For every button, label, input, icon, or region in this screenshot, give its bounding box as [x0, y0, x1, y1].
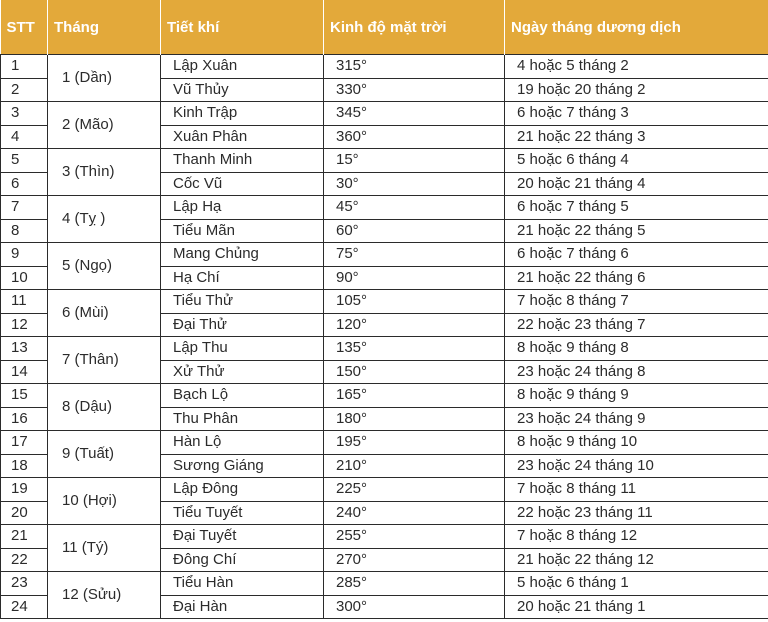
sun-longitude-cell: 225° [324, 478, 505, 502]
gregorian-date-cell: 20 hoặc 21 tháng 4 [505, 172, 768, 196]
sun-longitude-cell: 285° [324, 572, 505, 596]
gregorian-date-cell: 23 hoặc 24 tháng 10 [505, 454, 768, 478]
gregorian-date-cell: 19 hoặc 20 tháng 2 [505, 78, 768, 102]
solar-term-cell: Lập Hạ [161, 196, 324, 220]
table-row [1, 337, 768, 361]
row-number: 22 [1, 548, 48, 572]
table-row [1, 243, 768, 267]
gregorian-date-cell: 6 hoặc 7 tháng 6 [505, 243, 768, 267]
gregorian-date-cell: 7 hoặc 8 tháng 7 [505, 290, 768, 314]
row-number: 6 [1, 172, 48, 196]
gregorian-date-cell: 6 hoặc 7 tháng 3 [505, 102, 768, 126]
header-sun-longitude: Kinh độ mặt trời [324, 0, 505, 55]
row-number: 11 [1, 290, 48, 314]
row-number: 3 [1, 102, 48, 126]
sun-longitude-cell: 330° [324, 78, 505, 102]
row-number: 20 [1, 501, 48, 525]
row-number: 9 [1, 243, 48, 267]
sun-longitude-cell: 15° [324, 149, 505, 173]
row-number: 13 [1, 337, 48, 361]
sun-longitude-cell: 90° [324, 266, 505, 290]
row-number: 18 [1, 454, 48, 478]
month-cell: 7 (Thân) [48, 337, 161, 384]
month-cell: 1 (Dần) [48, 55, 161, 102]
gregorian-date-cell: 5 hoặc 6 tháng 1 [505, 572, 768, 596]
sun-longitude-cell: 180° [324, 407, 505, 431]
table-row [1, 149, 768, 173]
gregorian-date-cell: 7 hoặc 8 tháng 11 [505, 478, 768, 502]
row-number: 1 [1, 55, 48, 79]
month-cell: 4 (Tỵ ) [48, 196, 161, 243]
sun-longitude-cell: 75° [324, 243, 505, 267]
gregorian-date-cell: 21 hoặc 22 tháng 12 [505, 548, 768, 572]
sun-longitude-cell: 150° [324, 360, 505, 384]
solar-term-cell: Mang Chủng [161, 243, 324, 267]
solar-term-cell: Xử Thử [161, 360, 324, 384]
solar-term-cell: Tiểu Mãn [161, 219, 324, 243]
solar-term-cell: Đại Tuyết [161, 525, 324, 549]
solar-term-cell: Đại Hàn [161, 595, 324, 619]
solar-term-cell: Tiểu Thử [161, 290, 324, 314]
month-cell: 9 (Tuất) [48, 431, 161, 478]
solar-term-cell: Vũ Thủy [161, 78, 324, 102]
sun-longitude-cell: 255° [324, 525, 505, 549]
gregorian-date-cell: 5 hoặc 6 tháng 4 [505, 149, 768, 173]
table-row [1, 196, 768, 220]
gregorian-date-cell: 6 hoặc 7 tháng 5 [505, 196, 768, 220]
gregorian-date-cell: 20 hoặc 21 tháng 1 [505, 595, 768, 619]
row-number: 10 [1, 266, 48, 290]
table-row [1, 102, 768, 126]
header-row [1, 0, 768, 55]
sun-longitude-cell: 270° [324, 548, 505, 572]
table-row [1, 525, 768, 549]
row-number: 17 [1, 431, 48, 455]
row-number: 2 [1, 78, 48, 102]
gregorian-date-cell: 21 hoặc 22 tháng 5 [505, 219, 768, 243]
row-number: 24 [1, 595, 48, 619]
row-number: 16 [1, 407, 48, 431]
month-cell: 2 (Mão) [48, 102, 161, 149]
row-number: 12 [1, 313, 48, 337]
solar-term-cell: Tiểu Tuyết [161, 501, 324, 525]
row-number: 5 [1, 149, 48, 173]
gregorian-date-cell: 8 hoặc 9 tháng 10 [505, 431, 768, 455]
solar-term-cell: Bạch Lộ [161, 384, 324, 408]
month-cell: 11 (Tý) [48, 525, 161, 572]
sun-longitude-cell: 30° [324, 172, 505, 196]
sun-longitude-cell: 120° [324, 313, 505, 337]
row-number: 7 [1, 196, 48, 220]
solar-term-cell: Hàn Lộ [161, 431, 324, 455]
solar-term-cell: Thanh Minh [161, 149, 324, 173]
month-cell: 12 (Sửu) [48, 572, 161, 619]
table-row [1, 55, 768, 79]
sun-longitude-cell: 315° [324, 55, 505, 79]
solar-term-cell: Tiểu Hàn [161, 572, 324, 596]
gregorian-date-cell: 22 hoặc 23 tháng 7 [505, 313, 768, 337]
header-stt: STT [1, 0, 48, 55]
table-body [1, 55, 768, 619]
sun-longitude-cell: 60° [324, 219, 505, 243]
month-cell: 6 (Mùi) [48, 290, 161, 337]
row-number: 4 [1, 125, 48, 149]
gregorian-date-cell: 23 hoặc 24 tháng 9 [505, 407, 768, 431]
table-row [1, 384, 768, 408]
gregorian-date-cell: 23 hoặc 24 tháng 8 [505, 360, 768, 384]
solar-term-cell: Kinh Trập [161, 102, 324, 126]
sun-longitude-cell: 45° [324, 196, 505, 220]
row-number: 14 [1, 360, 48, 384]
header-solar-term: Tiết khí [161, 0, 324, 55]
solar-term-cell: Thu Phân [161, 407, 324, 431]
solar-term-cell: Đông Chí [161, 548, 324, 572]
sun-longitude-cell: 195° [324, 431, 505, 455]
solar-term-cell: Sương Giáng [161, 454, 324, 478]
month-cell: 10 (Hợi) [48, 478, 161, 525]
header-month: Tháng [48, 0, 161, 55]
month-cell: 8 (Dậu) [48, 384, 161, 431]
sun-longitude-cell: 360° [324, 125, 505, 149]
row-number: 19 [1, 478, 48, 502]
solar-term-cell: Xuân Phân [161, 125, 324, 149]
sun-longitude-cell: 240° [324, 501, 505, 525]
table-row [1, 431, 768, 455]
table-header [1, 0, 768, 55]
row-number: 15 [1, 384, 48, 408]
sun-longitude-cell: 345° [324, 102, 505, 126]
sun-longitude-cell: 300° [324, 595, 505, 619]
gregorian-date-cell: 4 hoặc 5 tháng 2 [505, 55, 768, 79]
sun-longitude-cell: 135° [324, 337, 505, 361]
solar-term-cell: Lập Xuân [161, 55, 324, 79]
gregorian-date-cell: 8 hoặc 9 tháng 8 [505, 337, 768, 361]
gregorian-date-cell: 22 hoặc 23 tháng 11 [505, 501, 768, 525]
table-row [1, 290, 768, 314]
table-row [1, 478, 768, 502]
sun-longitude-cell: 210° [324, 454, 505, 478]
solar-term-cell: Lập Thu [161, 337, 324, 361]
month-cell: 3 (Thìn) [48, 149, 161, 196]
sun-longitude-cell: 165° [324, 384, 505, 408]
gregorian-date-cell: 8 hoặc 9 tháng 9 [505, 384, 768, 408]
solar-term-cell: Hạ Chí [161, 266, 324, 290]
table-row [1, 572, 768, 596]
gregorian-date-cell: 21 hoặc 22 tháng 6 [505, 266, 768, 290]
row-number: 8 [1, 219, 48, 243]
month-cell: 5 (Ngọ) [48, 243, 161, 290]
solar-term-cell: Cốc Vũ [161, 172, 324, 196]
row-number: 21 [1, 525, 48, 549]
sun-longitude-cell: 105° [324, 290, 505, 314]
gregorian-date-cell: 21 hoặc 22 tháng 3 [505, 125, 768, 149]
solar-term-cell: Lập Đông [161, 478, 324, 502]
header-gregorian-date: Ngày tháng dương dịch [505, 0, 768, 55]
row-number: 23 [1, 572, 48, 596]
gregorian-date-cell: 7 hoặc 8 tháng 12 [505, 525, 768, 549]
solar-term-cell: Đại Thử [161, 313, 324, 337]
